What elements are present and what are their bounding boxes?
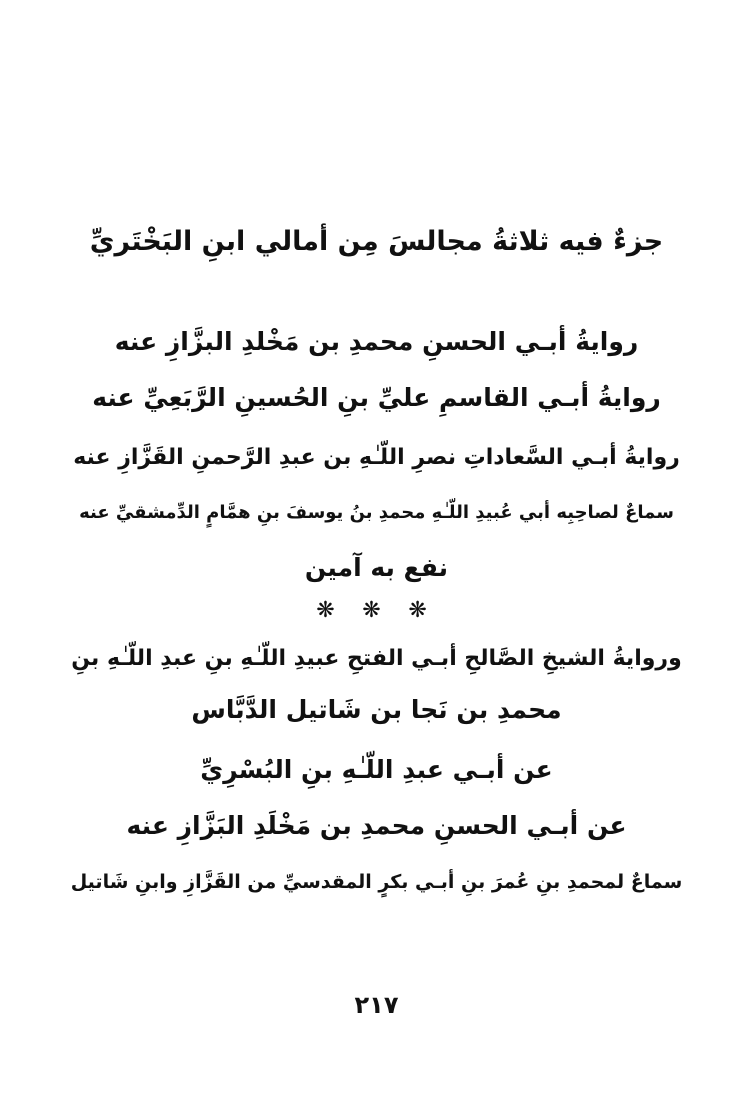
text-line-10: سماعٌ لمحمدِ بنِ عُمرَ بنِ أبـي بكرٍ المقدسيِّ من القَزَّازِ وابنِ شَاتيل <box>70 871 683 893</box>
text-line-8: عن أبـي عبدِ اللّـٰهِ بنِ البُسْرِيِّ <box>200 755 553 784</box>
text-line-3: روايةُ أبـي السَّعاداتِ نصرِ اللّـٰهِ بن عبدِ الرَّحمنِ القَزَّازِ عنه <box>73 444 680 470</box>
text-line-5: نفع به آمين <box>304 553 449 582</box>
text-line-2: روايةُ أبـي القاسمِ عليِّ بنِ الحُسينِ الرَّبَعِيِّ عنه <box>92 383 661 412</box>
separator-stars: ❋ ❋ ❋ <box>316 597 437 623</box>
text-line-4: سماعٌ لصاحِبِه أبي عُبيدِ اللّـٰهِ محمدِ بنُ يوسفَ بنِ همَّامٍ الدِّمشقيِّ عنه <box>79 502 674 523</box>
text-line-6: وروايةُ الشيخِ الصَّالحِ أبـي الفتحِ عبيدِ اللّـٰهِ بنِ عبدِ اللّـٰهِ بنِ <box>71 645 682 671</box>
page-number: ٢١٧ <box>354 990 399 1019</box>
document-title: جزءٌ فيه ثلاثةُ مجالسَ مِن أمالي ابنِ البَخْتَريِّ <box>89 226 664 257</box>
text-line-7: محمدِ بن نَجا بن شَاتيل الدَّبَّاس <box>191 695 562 724</box>
text-line-9: عن أبـي الحسنِ محمدِ بن مَخْلَدِ البَزَّازِ عنه <box>126 811 627 840</box>
text-line-1: روايةُ أبـي الحسنِ محمدِ بن مَخْلدِ البزَّازِ عنه <box>114 327 639 356</box>
